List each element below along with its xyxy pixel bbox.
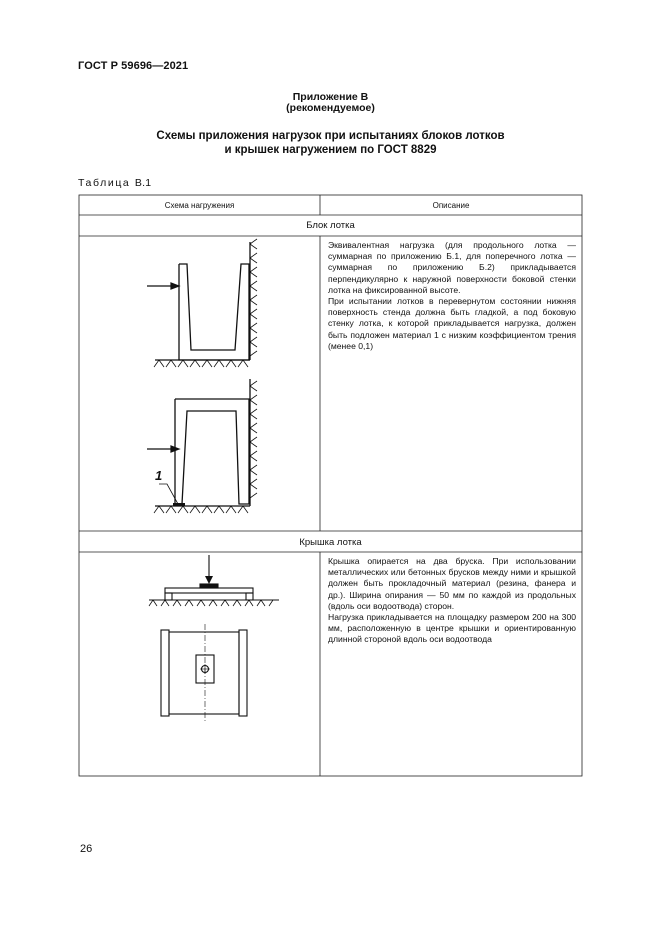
load-arrow-lower — [147, 446, 179, 452]
tray-upright-outline — [179, 264, 249, 360]
description-paragraph: При испытании лотков в перевернутом состоянии нижняя поверхность стенда должна быть гладкой, а под боковую стенку лотка, к которой прикладывается нагрузка, должен быть подложен материал 1 с низким коэффициентом трения (менее 0,1) — [328, 296, 576, 351]
support-bar-right-plan — [239, 630, 247, 716]
ground-hatching-upper — [154, 360, 248, 367]
appendix-title-line-2: и крышек нагружением по ГОСТ 8829 — [224, 144, 437, 156]
table-caption-word: Таблица — [78, 177, 131, 189]
appendix-label: Приложение В — [292, 91, 369, 103]
load-plate — [200, 584, 218, 588]
support-bar-left — [165, 593, 172, 600]
figure-label-material: 1 — [155, 468, 163, 483]
standard-designation: ГОСТ Р 59696—2021 — [78, 60, 189, 72]
low-friction-pad — [173, 503, 185, 506]
cover-plan-outline — [169, 632, 239, 714]
column-header-description: Описание — [432, 201, 470, 210]
tray-inverted-outline — [175, 399, 249, 504]
description-paragraph: Крышка опирается на два бруска. При использовании металлических или бетонных брусков между ними и крышкой должен быть прокладочный материал (резина, фанера и др.). Ширина опирания — 50 мм по каждой из продольных (вдоль оси водоотвода) сторон. — [328, 556, 576, 611]
section-description-tray-block — [328, 240, 576, 352]
ground-hatching-cover — [149, 600, 273, 606]
section-title-tray-block: Блок лотка — [306, 220, 355, 231]
cover-plan-view — [161, 630, 247, 716]
cover-slab — [165, 588, 253, 593]
load-arrow-upper — [147, 283, 179, 289]
support-bar-left-plan — [161, 630, 169, 716]
table-caption-number: В.1 — [134, 177, 152, 189]
page-number: 26 — [80, 843, 93, 855]
tray-block-loading-scheme — [79, 236, 320, 531]
wall-hatching-lower — [250, 381, 257, 498]
cover-loading-scheme — [79, 552, 320, 776]
appendix-status: (рекомендуемое) — [286, 102, 375, 114]
support-bar-right — [246, 593, 253, 600]
cover-side-view — [149, 555, 279, 600]
wall-hatching-upper — [250, 239, 257, 356]
column-header-scheme: Схема нагружения — [164, 201, 235, 210]
description-paragraph: Эквивалентная нагрузка (для продольного лотка — суммарная по приложению Б.1, для поперечного лотка — суммарная по приложению Б.2) прикладывается перпендикулярно к наружной поверхности боковой стенки лотка на фиксированной высоте. — [328, 240, 576, 295]
section-description-tray-cover — [328, 556, 576, 646]
appendix-title-line-1: Схемы приложения нагрузок при испытаниях блоков лотков — [156, 130, 505, 142]
description-paragraph: Нагрузка прикладывается на площадку размером 200 на 300 мм, расположенную в центре крышки и ориентированную длинной стороной вдоль оси водоотвода — [328, 612, 576, 645]
ground-hatching-lower — [154, 506, 248, 513]
section-title-tray-cover: Крышка лотка — [299, 537, 362, 548]
